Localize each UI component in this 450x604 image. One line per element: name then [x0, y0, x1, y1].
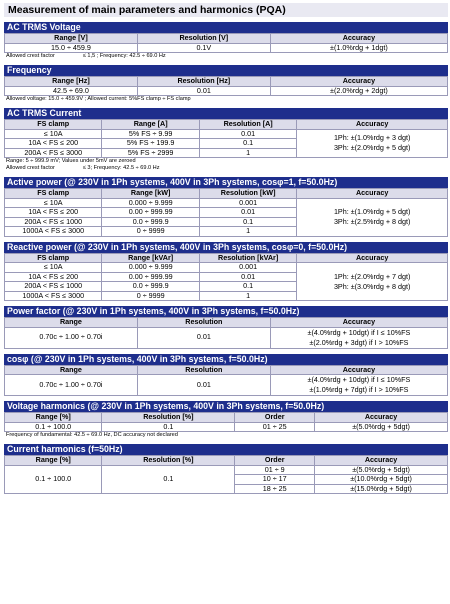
- table-cell: 0.1: [199, 217, 296, 227]
- header-cell: Accuracy: [270, 34, 447, 44]
- frequency-title: Frequency: [4, 65, 448, 76]
- reactive-power-table: [4, 253, 448, 302]
- ac-voltage-title: AC TRMS Voltage: [4, 22, 448, 33]
- accuracy-cell: [297, 263, 448, 301]
- table-row: [5, 43, 448, 53]
- active-power-table: [4, 188, 448, 237]
- table-cell: 01 ÷ 9: [235, 465, 315, 475]
- table-cell: 10A < FS ≤ 200: [5, 208, 102, 218]
- header-cell: Accuracy: [297, 120, 448, 130]
- accuracy-cell: [270, 375, 447, 396]
- voltage-harmonics-table: [4, 412, 448, 432]
- header-cell: Resolution [V]: [137, 34, 270, 44]
- accuracy-1ph: 1Ph: ±(1.0%rdg + 3 dgt): [333, 133, 411, 143]
- cosphi-section: [4, 354, 448, 397]
- table-cell: 0.001: [199, 263, 296, 273]
- voltage-harmonics-note: Frequency of fundamental: 42.5 ÷ 69.0 Hz, DC accuracy not declared: [6, 432, 178, 438]
- header-cell: Accuracy: [270, 77, 447, 87]
- table-cell: 5% FS ÷ 199.9: [102, 139, 199, 149]
- header-cell: FS clamp: [5, 253, 102, 263]
- ac-current-table: [4, 119, 448, 158]
- frequency-section: [4, 65, 448, 103]
- ac-current-section: [4, 108, 448, 172]
- header-cell: Range [%]: [5, 456, 102, 466]
- header-cell: FS clamp: [5, 189, 102, 199]
- power-factor-section: [4, 306, 448, 349]
- table-cell: 1: [199, 291, 296, 301]
- header-cell: Range: [5, 365, 138, 375]
- ac-voltage-table: [4, 33, 448, 53]
- header-cell: Range [kVAr]: [102, 253, 199, 263]
- table-cell: 0.001: [199, 198, 296, 208]
- table-cell: ≤ 10A: [5, 129, 102, 139]
- table-cell: 0.1 ÷ 100.0: [5, 422, 102, 432]
- header-cell: Accuracy: [315, 456, 448, 466]
- table-cell: 0.01: [137, 86, 270, 96]
- accuracy-cell: [297, 198, 448, 236]
- table-cell: 0.00 ÷ 999.99: [102, 272, 199, 282]
- power-factor-title: Power factor (@ 230V in 1Ph systems, 400V in 3Ph systems, f=50.0Hz): [4, 306, 448, 317]
- accuracy-high: ±(1.0%rdg + 7dgt) if I > 10%FS: [309, 385, 409, 394]
- header-cell: Accuracy: [315, 413, 448, 423]
- table-cell: 0.1: [102, 422, 235, 432]
- table-cell: 1: [199, 227, 296, 237]
- header-cell: Resolution [kVAr]: [199, 253, 296, 263]
- table-cell: ±(1.0%rdg + 1dgt): [270, 43, 447, 53]
- header-cell: Order: [235, 413, 315, 423]
- header-cell: Resolution: [137, 365, 270, 375]
- table-cell: ±(15.0%rdg + 5dgt): [315, 484, 448, 494]
- ac-current-note-1: Range: 5 ÷ 999.9 mV; Values under 5mV are zeroed: [6, 158, 136, 164]
- resolution-cell: 0.1: [102, 465, 235, 494]
- table-cell: 0.01: [199, 208, 296, 218]
- table-cell: 0.01: [199, 129, 296, 139]
- range-cell: 0.70c ÷ 1.00 ÷ 0.70i: [5, 375, 138, 396]
- table-cell: 200A < FS ≤ 3000: [5, 148, 102, 158]
- header-cell: FS clamp: [5, 120, 102, 130]
- table-cell: 200A < FS ≤ 1000: [5, 282, 102, 292]
- table-cell: 0.1: [199, 282, 296, 292]
- header-cell: Accuracy: [270, 318, 447, 328]
- header-cell: Range [%]: [5, 413, 102, 423]
- range-cell: 0.1 ÷ 100.0: [5, 465, 102, 494]
- power-factor-table: [4, 317, 448, 349]
- header-cell: Accuracy: [297, 253, 448, 263]
- accuracy-1ph: 1Ph: ±(1.0%rdg + 5 dgt): [333, 207, 411, 216]
- accuracy-cell: [297, 129, 448, 158]
- table-row: [5, 263, 448, 273]
- table-cell: 0.0 ÷ 999.9: [102, 217, 199, 227]
- accuracy-low: ±(4.0%rdg + 10dgt) if I ≤ 10%FS: [307, 375, 411, 384]
- frequency-note: Allowed voltage: 15.0 ÷ 459.9V ; Allowed current: 5%FS clamp ÷ FS clamp: [6, 96, 191, 102]
- header-cell: Resolution [%]: [102, 413, 235, 423]
- table-cell: 1: [199, 148, 296, 158]
- header-cell: Resolution [Hz]: [137, 77, 270, 87]
- table-row: [5, 129, 448, 139]
- table-cell: 0.000 ÷ 9.999: [102, 198, 199, 208]
- range-cell: 0.70c ÷ 1.00 ÷ 0.70i: [5, 327, 138, 348]
- header-cell: Range [V]: [5, 34, 138, 44]
- accuracy-low: ±(4.0%rdg + 10dgt) if I ≤ 10%FS: [307, 327, 411, 337]
- table-cell: 01 ÷ 25: [235, 422, 315, 432]
- accuracy-3ph: 3Ph: ±(3.0%rdg + 8 dgt): [333, 281, 411, 291]
- table-cell: ±(2.0%rdg + 2dgt): [270, 86, 447, 96]
- table-cell: 0.1V: [137, 43, 270, 53]
- table-row: [5, 198, 448, 208]
- voltage-harmonics-title: Voltage harmonics (@ 230V in 1Ph systems, 400V in 3Ph systems, f=50.0Hz): [4, 401, 448, 412]
- cosphi-title: cosφ (@ 230V in 1Ph systems, 400V in 3Ph systems, f=50.0Hz): [4, 354, 448, 365]
- reactive-power-title: Reactive power (@ 230V in 1Ph systems, 400V in 3Ph systems, cosφ=0, f=50.0Hz): [4, 242, 448, 253]
- header-cell: Accuracy: [297, 189, 448, 199]
- header-cell: Resolution [%]: [102, 456, 235, 466]
- accuracy-high: ±(2.0%rdg + 3dgt) if I > 10%FS: [309, 337, 409, 347]
- header-cell: Resolution [kW]: [199, 189, 296, 199]
- table-cell: 200A < FS ≤ 1000: [5, 217, 102, 227]
- page-title: Measurement of main parameters and harmonics (PQA): [4, 3, 448, 17]
- table-cell: 0.01: [199, 272, 296, 282]
- table-cell: ±(5.0%rdg + 5dgt): [315, 422, 448, 432]
- header-cell: Range: [5, 318, 138, 328]
- table-cell: 10A < FS ≤ 200: [5, 139, 102, 149]
- current-harmonics-title: Current harmonics (f=50Hz): [4, 444, 448, 455]
- table-cell: 0.1: [199, 139, 296, 149]
- table-cell: 5% FS ÷ 2999: [102, 148, 199, 158]
- frequency-table: [4, 76, 448, 96]
- table-cell: 10 ÷ 17: [235, 475, 315, 485]
- cosphi-table: [4, 365, 448, 397]
- table-cell: 0.000 ÷ 9.999: [102, 263, 199, 273]
- table-cell: 0 ÷ 9999: [102, 291, 199, 301]
- table-row: [5, 375, 448, 396]
- header-cell: Range [kW]: [102, 189, 199, 199]
- table-cell: 5% FS ÷ 9.99: [102, 129, 199, 139]
- table-row: [5, 327, 448, 348]
- accuracy-3ph: 3Ph: ±(2.0%rdg + 5 dgt): [333, 143, 411, 153]
- active-power-section: [4, 177, 448, 237]
- spec-page: [4, 3, 448, 494]
- ac-voltage-note: Allowed crest factor ≤ 1,5 ; Frequency: 42.5 ÷ 69.0 Hz: [6, 53, 166, 59]
- ac-voltage-section: [4, 22, 448, 60]
- header-cell: Resolution: [137, 318, 270, 328]
- resolution-cell: 0.01: [137, 327, 270, 348]
- table-row: [5, 465, 448, 475]
- header-cell: Range [Hz]: [5, 77, 138, 87]
- table-cell: 1000A < FS ≤ 3000: [5, 291, 102, 301]
- table-cell: 0.00 ÷ 999.99: [102, 208, 199, 218]
- table-cell: ±(5.0%rdg + 5dgt): [315, 465, 448, 475]
- table-cell: 1000A < FS ≤ 3000: [5, 227, 102, 237]
- table-cell: 42.5 ÷ 69.0: [5, 86, 138, 96]
- table-cell: 15.0 ÷ 459.9: [5, 43, 138, 53]
- table-cell: 10A < FS ≤ 200: [5, 272, 102, 282]
- active-power-title: Active power (@ 230V in 1Ph systems, 400V in 3Ph systems, cosφ=1, f=50.0Hz): [4, 177, 448, 188]
- current-harmonics-section: [4, 444, 448, 494]
- table-cell: 18 ÷ 25: [235, 484, 315, 494]
- header-cell: Resolution [A]: [199, 120, 296, 130]
- reactive-power-section: [4, 242, 448, 302]
- table-cell: ±(10.0%rdg + 5dgt): [315, 475, 448, 485]
- table-row: [5, 86, 448, 96]
- header-cell: Order: [235, 456, 315, 466]
- table-row: [5, 422, 448, 432]
- table-cell: 0 ÷ 9999: [102, 227, 199, 237]
- accuracy-cell: [270, 327, 447, 348]
- table-cell: 0.0 ÷ 999.9: [102, 282, 199, 292]
- ac-current-note-2: Allowed crest factor ≤ 3; Frequency: 42.5 ÷ 69.0 Hz: [6, 165, 160, 171]
- header-cell: Accuracy: [270, 365, 447, 375]
- header-cell: Range [A]: [102, 120, 199, 130]
- ac-current-title: AC TRMS Current: [4, 108, 448, 119]
- voltage-harmonics-section: [4, 401, 448, 439]
- current-harmonics-table: [4, 455, 448, 494]
- table-cell: ≤ 10A: [5, 198, 102, 208]
- accuracy-3ph: 3Ph: ±(2.5%rdg + 8 dgt): [333, 217, 411, 226]
- table-cell: ≤ 10A: [5, 263, 102, 273]
- resolution-cell: 0.01: [137, 375, 270, 396]
- accuracy-1ph: 1Ph: ±(2.0%rdg + 7 dgt): [333, 271, 411, 281]
